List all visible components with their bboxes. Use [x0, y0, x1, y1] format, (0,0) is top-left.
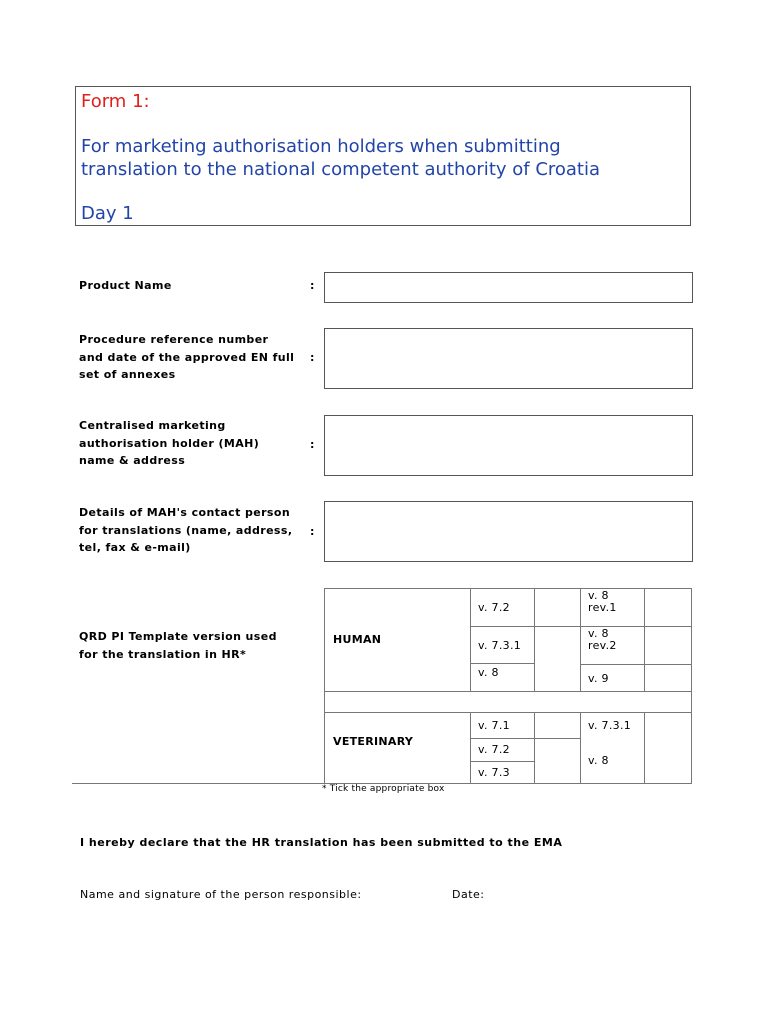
human-version-right	[588, 590, 617, 614]
subtitle-line-2: translation to the national competent authority of Croatia	[81, 159, 601, 180]
mah-field[interactable]	[324, 415, 693, 476]
form-subtitle	[81, 135, 691, 181]
mah-colon: :	[310, 438, 315, 451]
human-version-right: v. 9	[588, 672, 609, 685]
veterinary-version-left: v. 7.2	[478, 743, 510, 756]
form-header	[75, 86, 691, 226]
procedure-ref-colon: :	[310, 351, 315, 364]
qrd-version-table	[324, 588, 692, 784]
human-version-right	[588, 628, 617, 652]
procedure-ref-label-line: Procedure reference number	[79, 333, 269, 346]
contact-label	[79, 504, 292, 557]
product-name-field[interactable]	[324, 272, 693, 303]
form-number: Form 1:	[81, 91, 150, 112]
qrd-label	[79, 628, 277, 663]
veterinary-checkbox[interactable]	[535, 713, 580, 783]
human-version-right-line: v. 8	[588, 627, 609, 640]
mah-label-line: name & address	[79, 454, 186, 467]
veterinary-version-right: v. 7.3.1	[588, 719, 632, 732]
qrd-label-line: for the translation in HR*	[79, 647, 247, 661]
divider-line	[72, 783, 324, 784]
mah-label	[79, 417, 259, 470]
human-version-right-line: v. 8	[588, 589, 609, 602]
procedure-ref-label-line: and date of the approved EN full	[79, 350, 295, 364]
date-label: Date:	[452, 888, 485, 901]
veterinary-checkbox[interactable]	[645, 713, 691, 783]
human-checkbox[interactable]	[645, 665, 691, 691]
subtitle-line-1: For marketing authorisation holders when submitting	[81, 136, 561, 157]
human-version-right-line: rev.2	[588, 639, 617, 652]
human-version-right-line: rev.1	[588, 601, 617, 614]
human-label: HUMAN	[333, 633, 382, 646]
human-version-left: v. 8	[478, 666, 499, 679]
veterinary-version-right: v. 8	[588, 754, 609, 767]
contact-colon: :	[310, 525, 315, 538]
procedure-ref-label-line: set of annexes	[79, 368, 176, 381]
declaration-text: I hereby declare that the HR translation has been submitted to the EMA	[80, 836, 563, 849]
human-version-left: v. 7.2	[478, 601, 510, 614]
signature-label: Name and signature of the person responsible:	[80, 888, 362, 901]
procedure-ref-field[interactable]	[324, 328, 693, 389]
product-name-colon: :	[310, 279, 315, 292]
mah-label-line: authorisation holder (MAH)	[79, 436, 260, 450]
contact-label-line: for translations (name, address,	[79, 523, 293, 537]
veterinary-version-left: v. 7.3	[478, 766, 510, 779]
veterinary-version-left: v. 7.1	[478, 719, 510, 732]
veterinary-label: VETERINARY	[333, 735, 414, 748]
qrd-footnote: * Tick the appropriate box	[322, 784, 445, 794]
qrd-label-line: QRD PI Template version used	[79, 630, 277, 643]
human-checkbox[interactable]	[535, 589, 580, 691]
product-name-label: Product Name	[79, 279, 172, 292]
human-version-left: v. 7.3.1	[478, 639, 522, 652]
mah-label-line: Centralised marketing	[79, 419, 226, 432]
human-checkbox[interactable]	[645, 627, 691, 664]
procedure-ref-label	[79, 331, 294, 384]
contact-label-line: tel, fax & e-mail)	[79, 541, 191, 554]
contact-field[interactable]	[324, 501, 693, 562]
human-checkbox[interactable]	[645, 589, 691, 626]
contact-label-line: Details of MAH's contact person	[79, 506, 291, 519]
form-day: Day 1	[81, 203, 134, 224]
